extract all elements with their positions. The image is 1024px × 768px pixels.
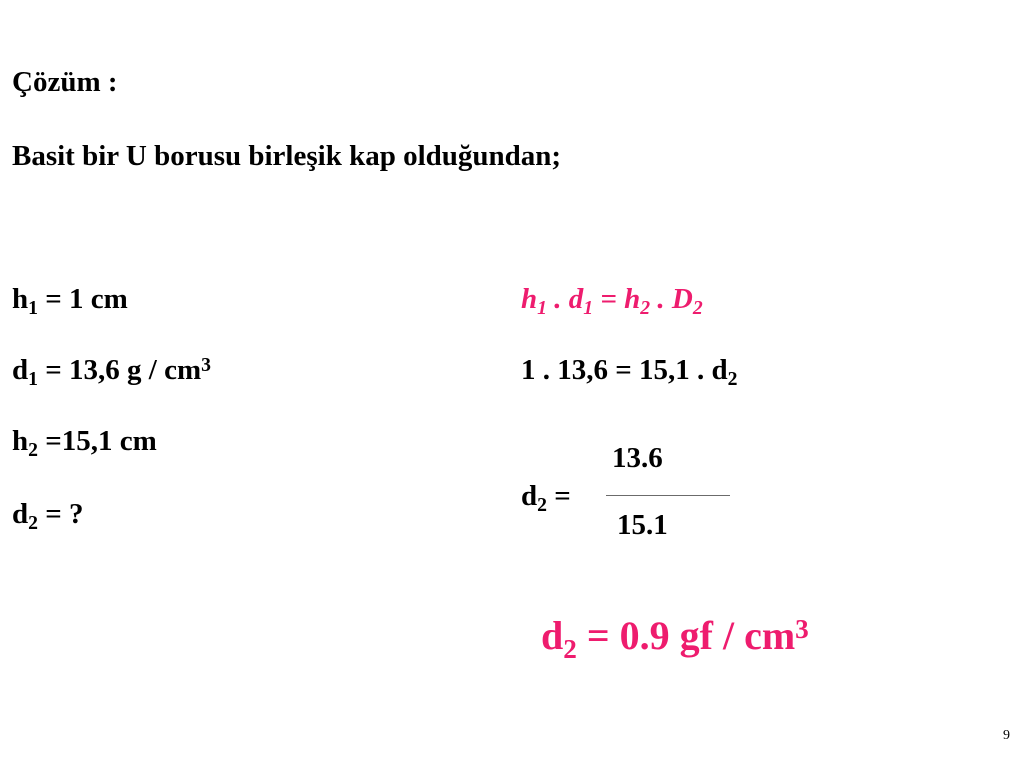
fraction-lhs-sub: 2 <box>537 494 547 517</box>
given-h1 <box>12 283 128 320</box>
formula-D2-sub: 2 <box>692 297 703 320</box>
given-h1-sub: 1 <box>28 297 38 320</box>
given-h2-sub: 2 <box>28 439 38 462</box>
given-d1-value: = 13,6 g / cm <box>38 354 202 386</box>
solution-heading: Çözüm : <box>12 66 118 98</box>
fraction-numerator: 13.6 <box>612 442 663 474</box>
fraction-denominator: 15.1 <box>617 509 668 541</box>
substitution-sub: 2 <box>727 368 738 391</box>
page-number: 9 <box>1003 728 1010 743</box>
result-var: d <box>541 613 564 658</box>
formula-equals: = <box>593 283 625 315</box>
substitution-text: 1 . 13,6 = 15,1 . d <box>521 354 728 386</box>
result-value: = 0.9 gf / cm <box>576 613 796 658</box>
fraction-lhs <box>521 480 571 517</box>
fraction-lhs-var: d <box>521 480 538 512</box>
substitution <box>521 354 738 391</box>
formula-d1-sub: 1 <box>583 297 594 320</box>
formula-dot-1: . <box>547 283 569 315</box>
formula-h1-sub: 1 <box>537 297 547 320</box>
fraction-bar <box>606 495 730 496</box>
given-h1-value: = 1 cm <box>38 283 128 315</box>
formula-h1: h <box>521 283 538 315</box>
given-d1-sub: 1 <box>28 368 38 391</box>
given-d1-var: d <box>12 354 29 386</box>
given-h2 <box>12 425 157 462</box>
given-d2-var: d <box>12 498 29 530</box>
given-d1-sup: 3 <box>201 353 211 376</box>
intro-sentence: Basit bir U borusu birleşik kap olduğundan; <box>12 140 562 172</box>
given-d2 <box>12 498 84 535</box>
given-d2-value: = ? <box>38 498 84 530</box>
result-sub: 2 <box>563 633 577 664</box>
formula-h2: h <box>624 283 641 315</box>
result-sup: 3 <box>795 613 809 644</box>
formula-d1: d <box>568 283 584 315</box>
formula-dot-2: . <box>650 283 672 315</box>
given-d2-sub: 2 <box>28 512 38 535</box>
formula-D2: D <box>671 283 693 315</box>
given-h2-value: =15,1 cm <box>38 425 157 457</box>
given-h2-var: h <box>12 425 29 457</box>
result <box>541 613 809 664</box>
given-d1 <box>12 353 211 391</box>
formula <box>521 283 703 320</box>
given-h1-var: h <box>12 283 29 315</box>
formula-h2-sub: 2 <box>640 297 651 320</box>
fraction-lhs-equals: = <box>547 480 571 512</box>
